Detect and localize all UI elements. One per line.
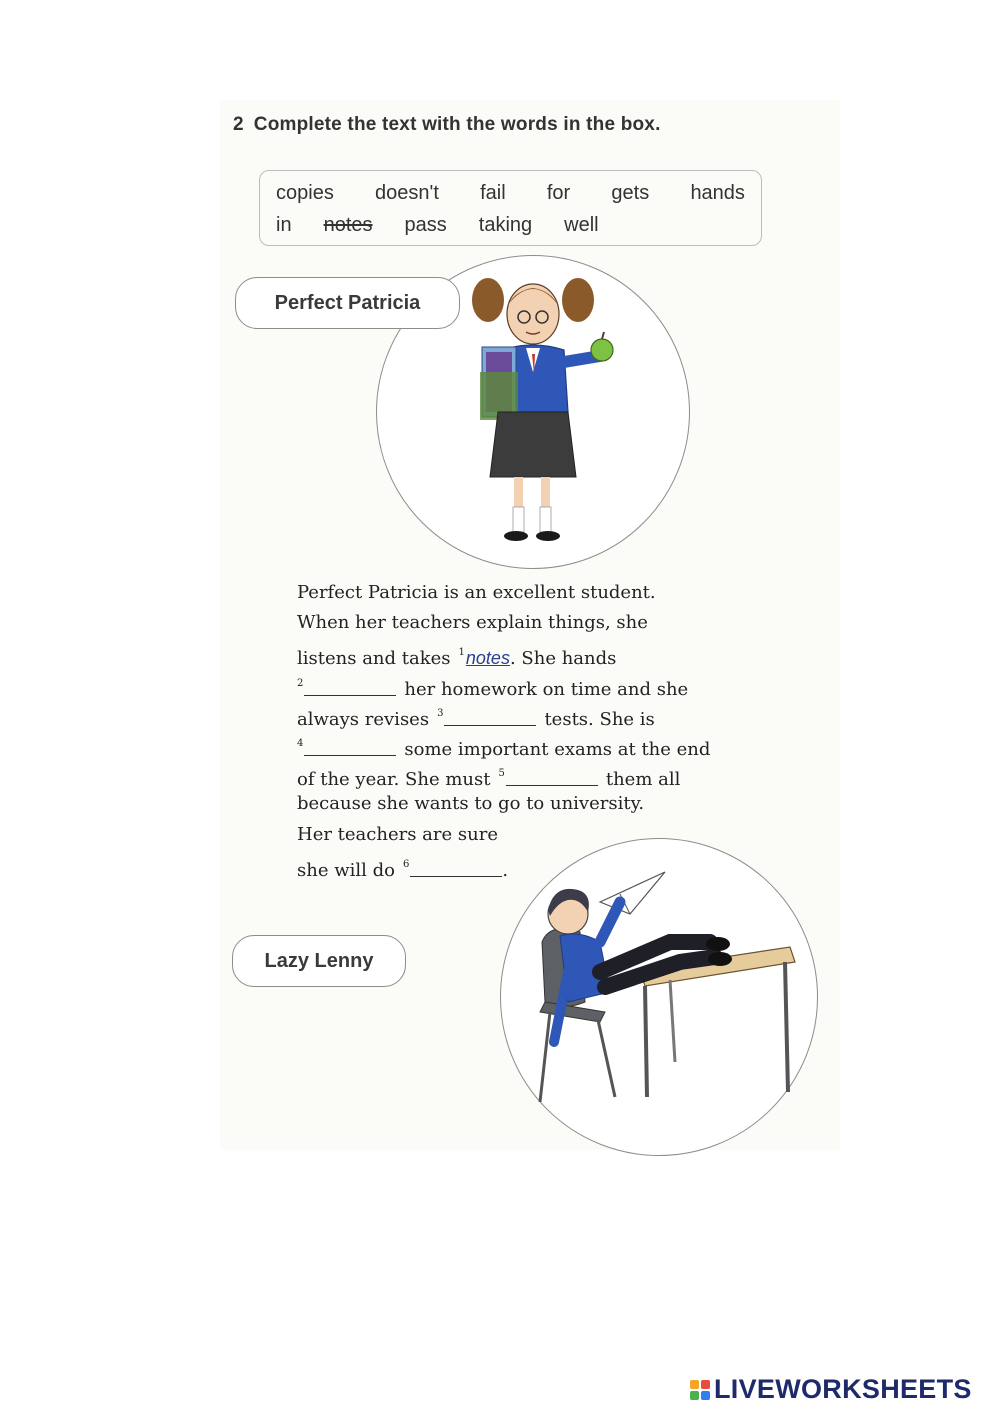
answer-blank-3[interactable] (444, 711, 536, 726)
gap-number: 1 (458, 647, 465, 659)
exercise-heading (233, 114, 661, 136)
passage-line (297, 759, 797, 789)
word-item: hands (690, 182, 745, 204)
gap-number: 2 (297, 677, 304, 689)
word-item-struck: notes (323, 214, 373, 236)
example-answer: notes (465, 648, 510, 669)
word-item: in (276, 214, 292, 236)
word-box-row-1 (276, 177, 745, 209)
passage-line: Perfect Patricia is an excellent student. (297, 582, 656, 603)
passage (297, 578, 797, 880)
answer-blank-6[interactable] (410, 862, 502, 877)
exercise-instruction: Complete the text with the words in the box. (253, 114, 661, 135)
exercise-number: 2 (233, 114, 244, 135)
word-item: gets (611, 182, 650, 204)
patricia-label: Perfect Patricia (235, 277, 460, 329)
passage-text: she will do (297, 859, 395, 881)
passage-text: tests. She is (544, 708, 655, 730)
patricia-illustration (440, 262, 630, 562)
passage-line (297, 669, 797, 699)
passage-text: some important exams at the end (404, 738, 711, 760)
passage-line: because she wants to go to university. (297, 793, 645, 815)
passage-line (297, 638, 797, 668)
liveworksheets-icon (690, 1380, 710, 1400)
word-item: copies (276, 182, 334, 204)
liveworksheets-logo (690, 1374, 972, 1405)
lenny-illustration (520, 862, 810, 1122)
lenny-label: Lazy Lenny (232, 935, 406, 987)
passage-line (297, 699, 797, 729)
answer-blank-5[interactable] (506, 771, 598, 786)
passage-text: her homework on time and she (404, 678, 689, 700)
word-box (259, 170, 762, 246)
word-item: for (546, 182, 571, 204)
word-item: fail (480, 182, 506, 204)
word-item: pass (404, 214, 447, 236)
answer-blank-4[interactable] (304, 741, 396, 756)
passage-line (297, 729, 797, 759)
word-item: well (564, 214, 599, 236)
passage-text: always revises (297, 708, 430, 730)
passage-text: listens and takes (297, 648, 451, 670)
gap-number: 5 (498, 768, 505, 780)
word-box-row-2 (276, 209, 745, 241)
passage-line: When her teachers explain things, she (297, 612, 648, 634)
passage-text: them all (605, 769, 681, 791)
gap-number: 6 (402, 858, 410, 870)
passage-line: Her teachers are sure (297, 823, 498, 845)
brand-text: LIVEWORKSHEETS (714, 1374, 972, 1404)
answer-blank-2[interactable] (304, 681, 396, 696)
passage-text: . (502, 859, 509, 881)
passage-text: . She hands (509, 648, 617, 670)
gap-number: 4 (297, 737, 304, 749)
gap-number: 3 (437, 707, 444, 719)
passage-text: of the year. She must (297, 769, 491, 791)
word-item: doesn't (375, 182, 439, 204)
word-item: taking (478, 214, 533, 236)
